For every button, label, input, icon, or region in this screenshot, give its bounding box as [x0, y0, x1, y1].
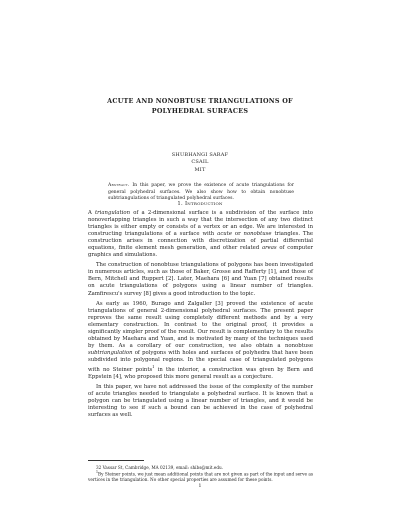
author-affiliation-2: MIT	[194, 166, 206, 173]
term-acute: acute	[217, 231, 232, 238]
author-name: SHUBHANGI SARAF	[171, 152, 229, 158]
body-text	[88, 210, 313, 422]
section-number: 1.	[177, 201, 184, 207]
footnotes	[88, 460, 313, 482]
paragraph-1: A triangulation of a 2-dimensional surface is a subdivision of the surface into nonoverlapping triangles in such a way that the intersection of any two distinct triangles is either empty or consists of a vertex or an edge. We are interested in constructing triangulations of a surface with acute or nonobtuse triangles. The construction arises in connection with discretization of partial differential equations, finite element mesh generation, and other related areas of computer graphics and simulations.	[88, 210, 314, 259]
footnote-mark: 1	[96, 470, 99, 475]
abstract-text: In this paper, we prove the existence of acute triangulations for general polyhedral surfaces. We also show how to obtain nonobtuse subtriangulations of triangulated polyhedral surfaces.	[108, 183, 294, 201]
term-nonobtuse: nonobtuse	[243, 231, 272, 238]
section-heading	[0, 201, 400, 207]
paper-title	[0, 96, 400, 116]
paragraph-2: The construction of nonobtuse triangulations of polygons has been investigated in numerous articles, such as those of Baker, Grosse and Rafferty [1], and those of Bern, Mitchell and Ruppert [2]. Later, Maehara [6] and Yuan [7] obtained results on acute triangulations of polygons using a linear number of triangles. Zamfirescu's survey [8] gives a good introduction to the topic.	[88, 262, 313, 297]
paragraph-4: In this paper, we have not addressed the issue of the complexity of the number of acute triangles needed to triangulate a polyhedral surface. It is known that a polygon can be triangulated using a linear number of triangles, and it would be interesting to see if such a bound can be achieved in the case of polyhedral surfaces as well.	[88, 383, 313, 419]
term-triangulation: triangulation	[95, 210, 131, 216]
footnote-rule	[88, 460, 144, 461]
section-title: Introduction	[185, 201, 223, 207]
title-line-1: ACUTE AND NONOBTUSE TRIANGULATIONS OF	[107, 97, 293, 105]
title-line-2: POLYHEDRAL SURFACES	[151, 107, 249, 115]
term-subtriangulation: subtriangulation	[88, 349, 133, 356]
term-areas: areas	[261, 245, 277, 252]
author-affiliation-1: CSAIL	[191, 159, 209, 166]
abstract-label: Abstract.	[108, 183, 130, 188]
abstract	[108, 183, 294, 203]
footnote-steiner: $^1$By Steiner points, we just mean additional points that are not given as part of the input and serve as vertices in the triangulation. No other special properties are assumed for these points.	[88, 470, 313, 482]
page-number: 1	[198, 484, 202, 489]
footnote-address: 32 Vassar St, Cambridge, MA 02139, email: shibs@mit.edu.	[96, 465, 224, 470]
paragraph-3: As early as 1960, Burago and Zalgaller [3] proved the existence of acute triangulations of general 2-dimensional polyhedral surfaces. The present paper reproves the same result using completely different methods and by a very elementary construction. In contrast to the original proof, it provides a significantly simpler proof of the result. Our result is complementary to the results obtained by Maehara and Yuan, and is motivated by many of the techniques used by them. As a corollary of our construction, we also obtain a nonobtuse subtriangulation of polygons with holes and surfaces of polyhedra that have been subdivided into polygonal regions. In the special case of triangulated polygons with no Steiner points$^1$ in the interior, a construction was given by Bern and Eppstein [4], who proposed this more general result as a conjecture.	[88, 300, 313, 380]
author-block	[0, 152, 400, 174]
footnote-ref: 1	[152, 364, 155, 369]
